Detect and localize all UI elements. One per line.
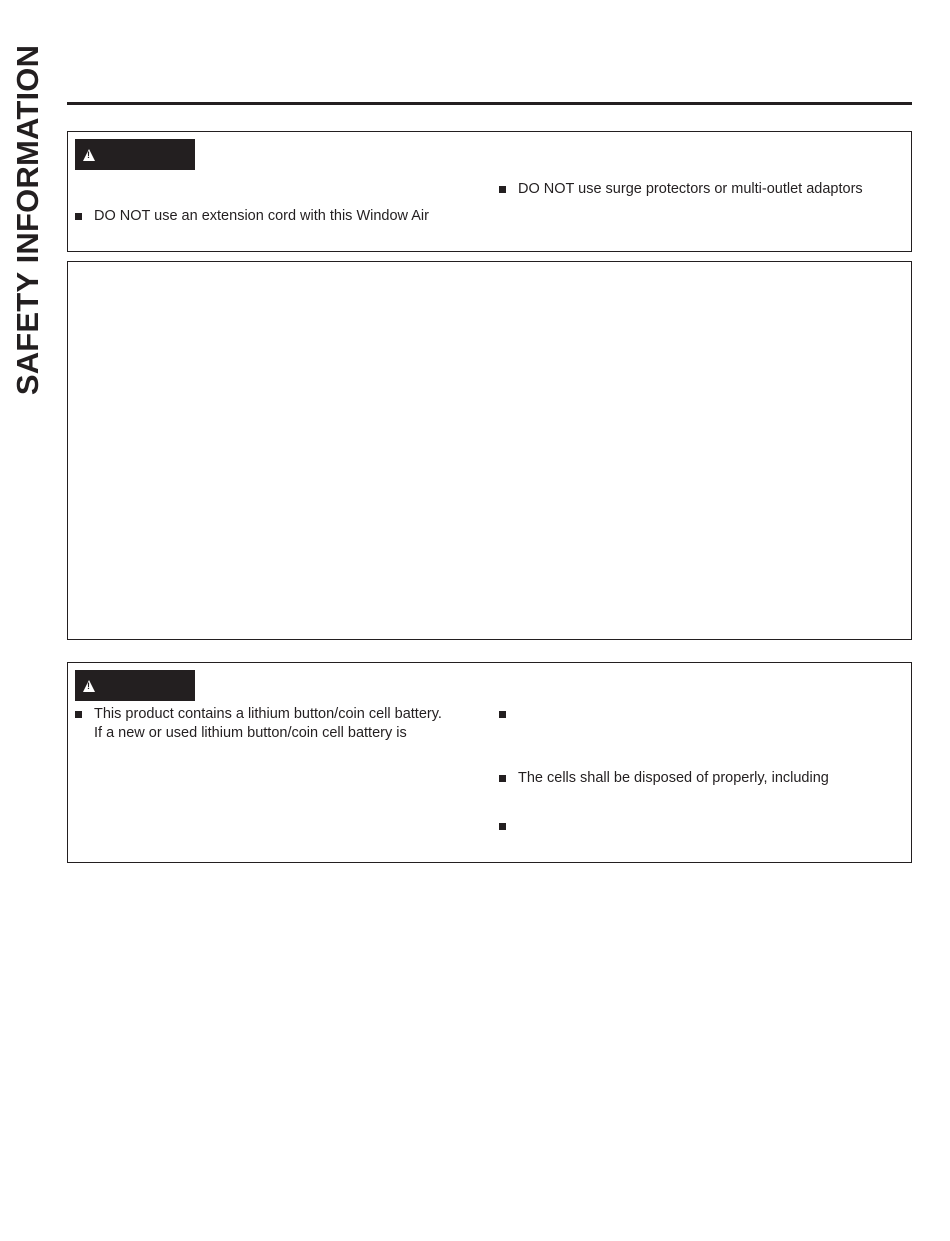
- top-rule: [67, 102, 912, 105]
- bullet-text: DO NOT use surge protectors or multi-outlet adaptors: [518, 181, 863, 197]
- warning-box-battery: [67, 662, 912, 863]
- bullet-square-icon: [499, 711, 506, 718]
- bullet-item: [499, 769, 829, 788]
- bullet-square-icon: [499, 775, 506, 782]
- bullet-text-line: If a new or used lithium button/coin cell battery is: [94, 724, 407, 741]
- bullet-text: The cells shall be disposed of properly, including: [518, 770, 829, 786]
- bullet-item: [75, 207, 429, 226]
- bullet-square-icon: [499, 186, 506, 193]
- bullet-item: [75, 705, 442, 742]
- bullet-square-icon: [499, 823, 506, 830]
- bullet-square-icon: [75, 711, 82, 718]
- warning-triangle-icon: [83, 680, 95, 692]
- side-title: [8, 38, 48, 402]
- warning-badge: [75, 139, 195, 170]
- content-box: [67, 261, 912, 640]
- side-title-text: SAFETY INFORMATION: [10, 44, 45, 396]
- warning-badge: [75, 670, 195, 701]
- bullet-item: [499, 180, 863, 199]
- bullet-text-line: This product contains a lithium button/coin cell battery.: [94, 706, 442, 722]
- bullet-square-icon: [75, 213, 82, 220]
- warning-box-extension-cord: [67, 131, 912, 252]
- warning-triangle-icon: [83, 149, 95, 161]
- bullet-text: DO NOT use an extension cord with this Window Air: [94, 208, 429, 224]
